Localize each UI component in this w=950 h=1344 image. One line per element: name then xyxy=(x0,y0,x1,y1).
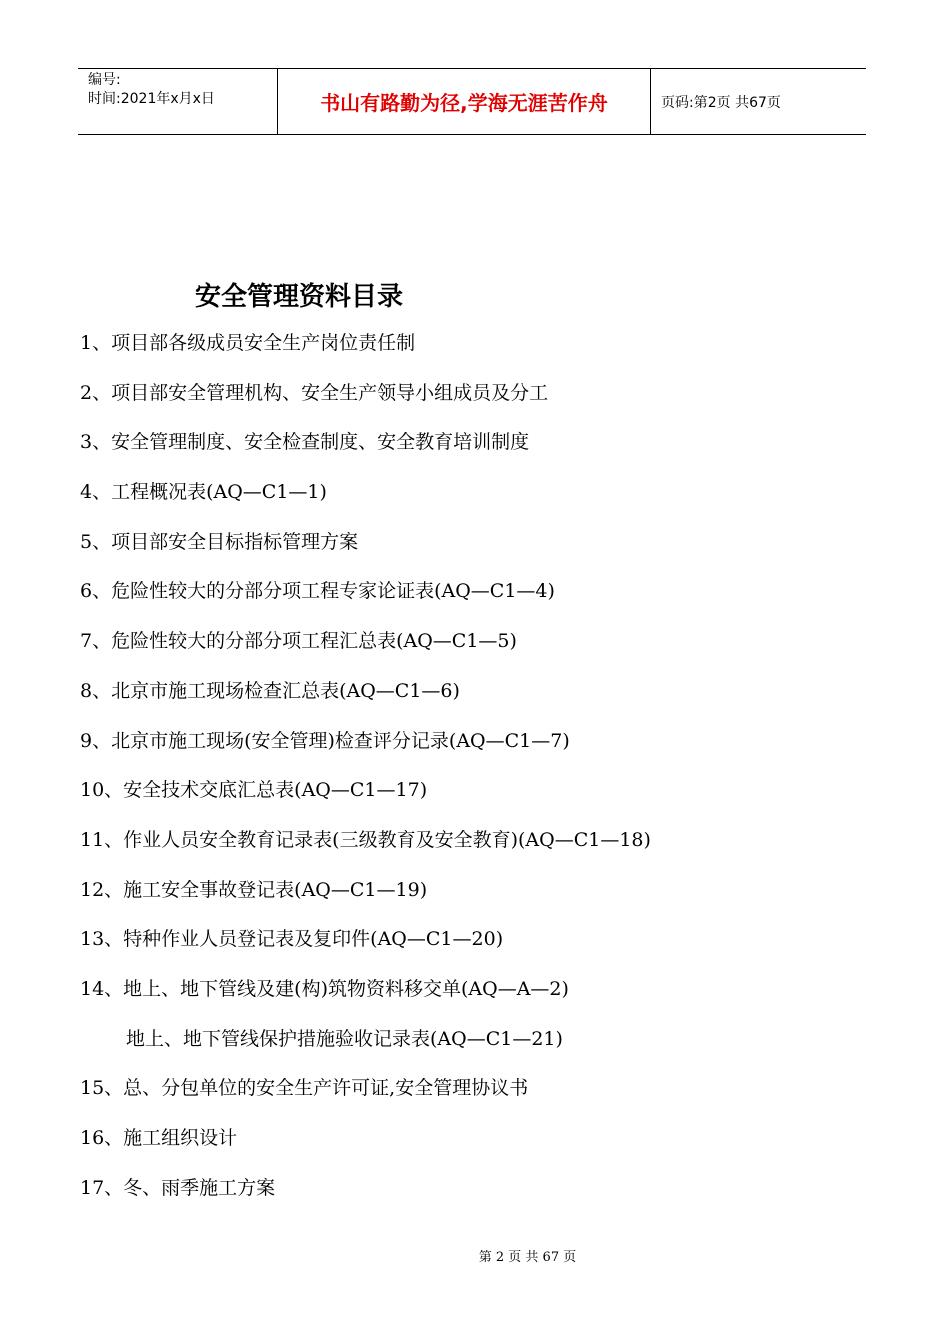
number-label: 编号: xyxy=(88,72,121,88)
toc-item: 7、危险性较大的分部分项工程汇总表(AQ—C1—5) xyxy=(80,630,517,653)
toc-item: 11、作业人员安全教育记录表(三级教育及安全教育)(AQ—C1—18) xyxy=(80,828,651,851)
toc-item: 10、安全技术交底汇总表(AQ—C1—17) xyxy=(80,779,428,802)
toc-item: 5、项目部安全目标指标管理方案 xyxy=(80,530,359,553)
toc-item: 16、施工组织设计 xyxy=(80,1127,238,1149)
page-title: 安全管理资料目录 xyxy=(195,282,404,312)
header-meta xyxy=(78,69,278,134)
toc-list xyxy=(80,325,651,1219)
toc-item: 14、地上、地下管线及建(构)筑物资料移交单(AQ—A—2) xyxy=(80,977,569,1000)
toc-item: 2、项目部安全管理机构、安全生产领导小组成员及分工 xyxy=(80,381,549,404)
toc-subitem: 地上、地下管线保护措施验收记录表(AQ—C1—21) xyxy=(126,1027,563,1050)
toc-item: 12、施工安全事故登记表(AQ—C1—19) xyxy=(80,878,428,901)
toc-item: 15、总、分包单位的安全生产许可证,安全管理协议书 xyxy=(80,1077,529,1100)
toc-item: 13、特种作业人员登记表及复印件(AQ—C1—20) xyxy=(80,928,504,951)
header-page-label: 页码:第2页 共67页 xyxy=(661,94,781,111)
toc-item: 1、项目部各级成员安全生产岗位责任制 xyxy=(80,332,416,354)
toc-item: 8、北京市施工现场检查汇总表(AQ—C1—6) xyxy=(80,679,460,702)
toc-item: 4、工程概况表(AQ—C1—1) xyxy=(80,481,327,504)
page-footer: 第 2 页 共 67 页 xyxy=(478,1250,577,1265)
toc-item: 6、危险性较大的分部分项工程专家论证表(AQ—C1—4) xyxy=(80,580,555,603)
time-label: 时间:2021年x月x日 xyxy=(88,91,215,107)
toc-item: 9、北京市施工现场(安全管理)检查评分记录(AQ—C1—7) xyxy=(80,729,570,752)
page-header xyxy=(78,68,866,135)
header-motto: 书山有路勤为径,学海无涯苦作舟 xyxy=(278,69,651,134)
toc-item: 17、冬、雨季施工方案 xyxy=(80,1176,276,1199)
toc-item: 3、安全管理制度、安全检查制度、安全教育培训制度 xyxy=(80,431,530,454)
